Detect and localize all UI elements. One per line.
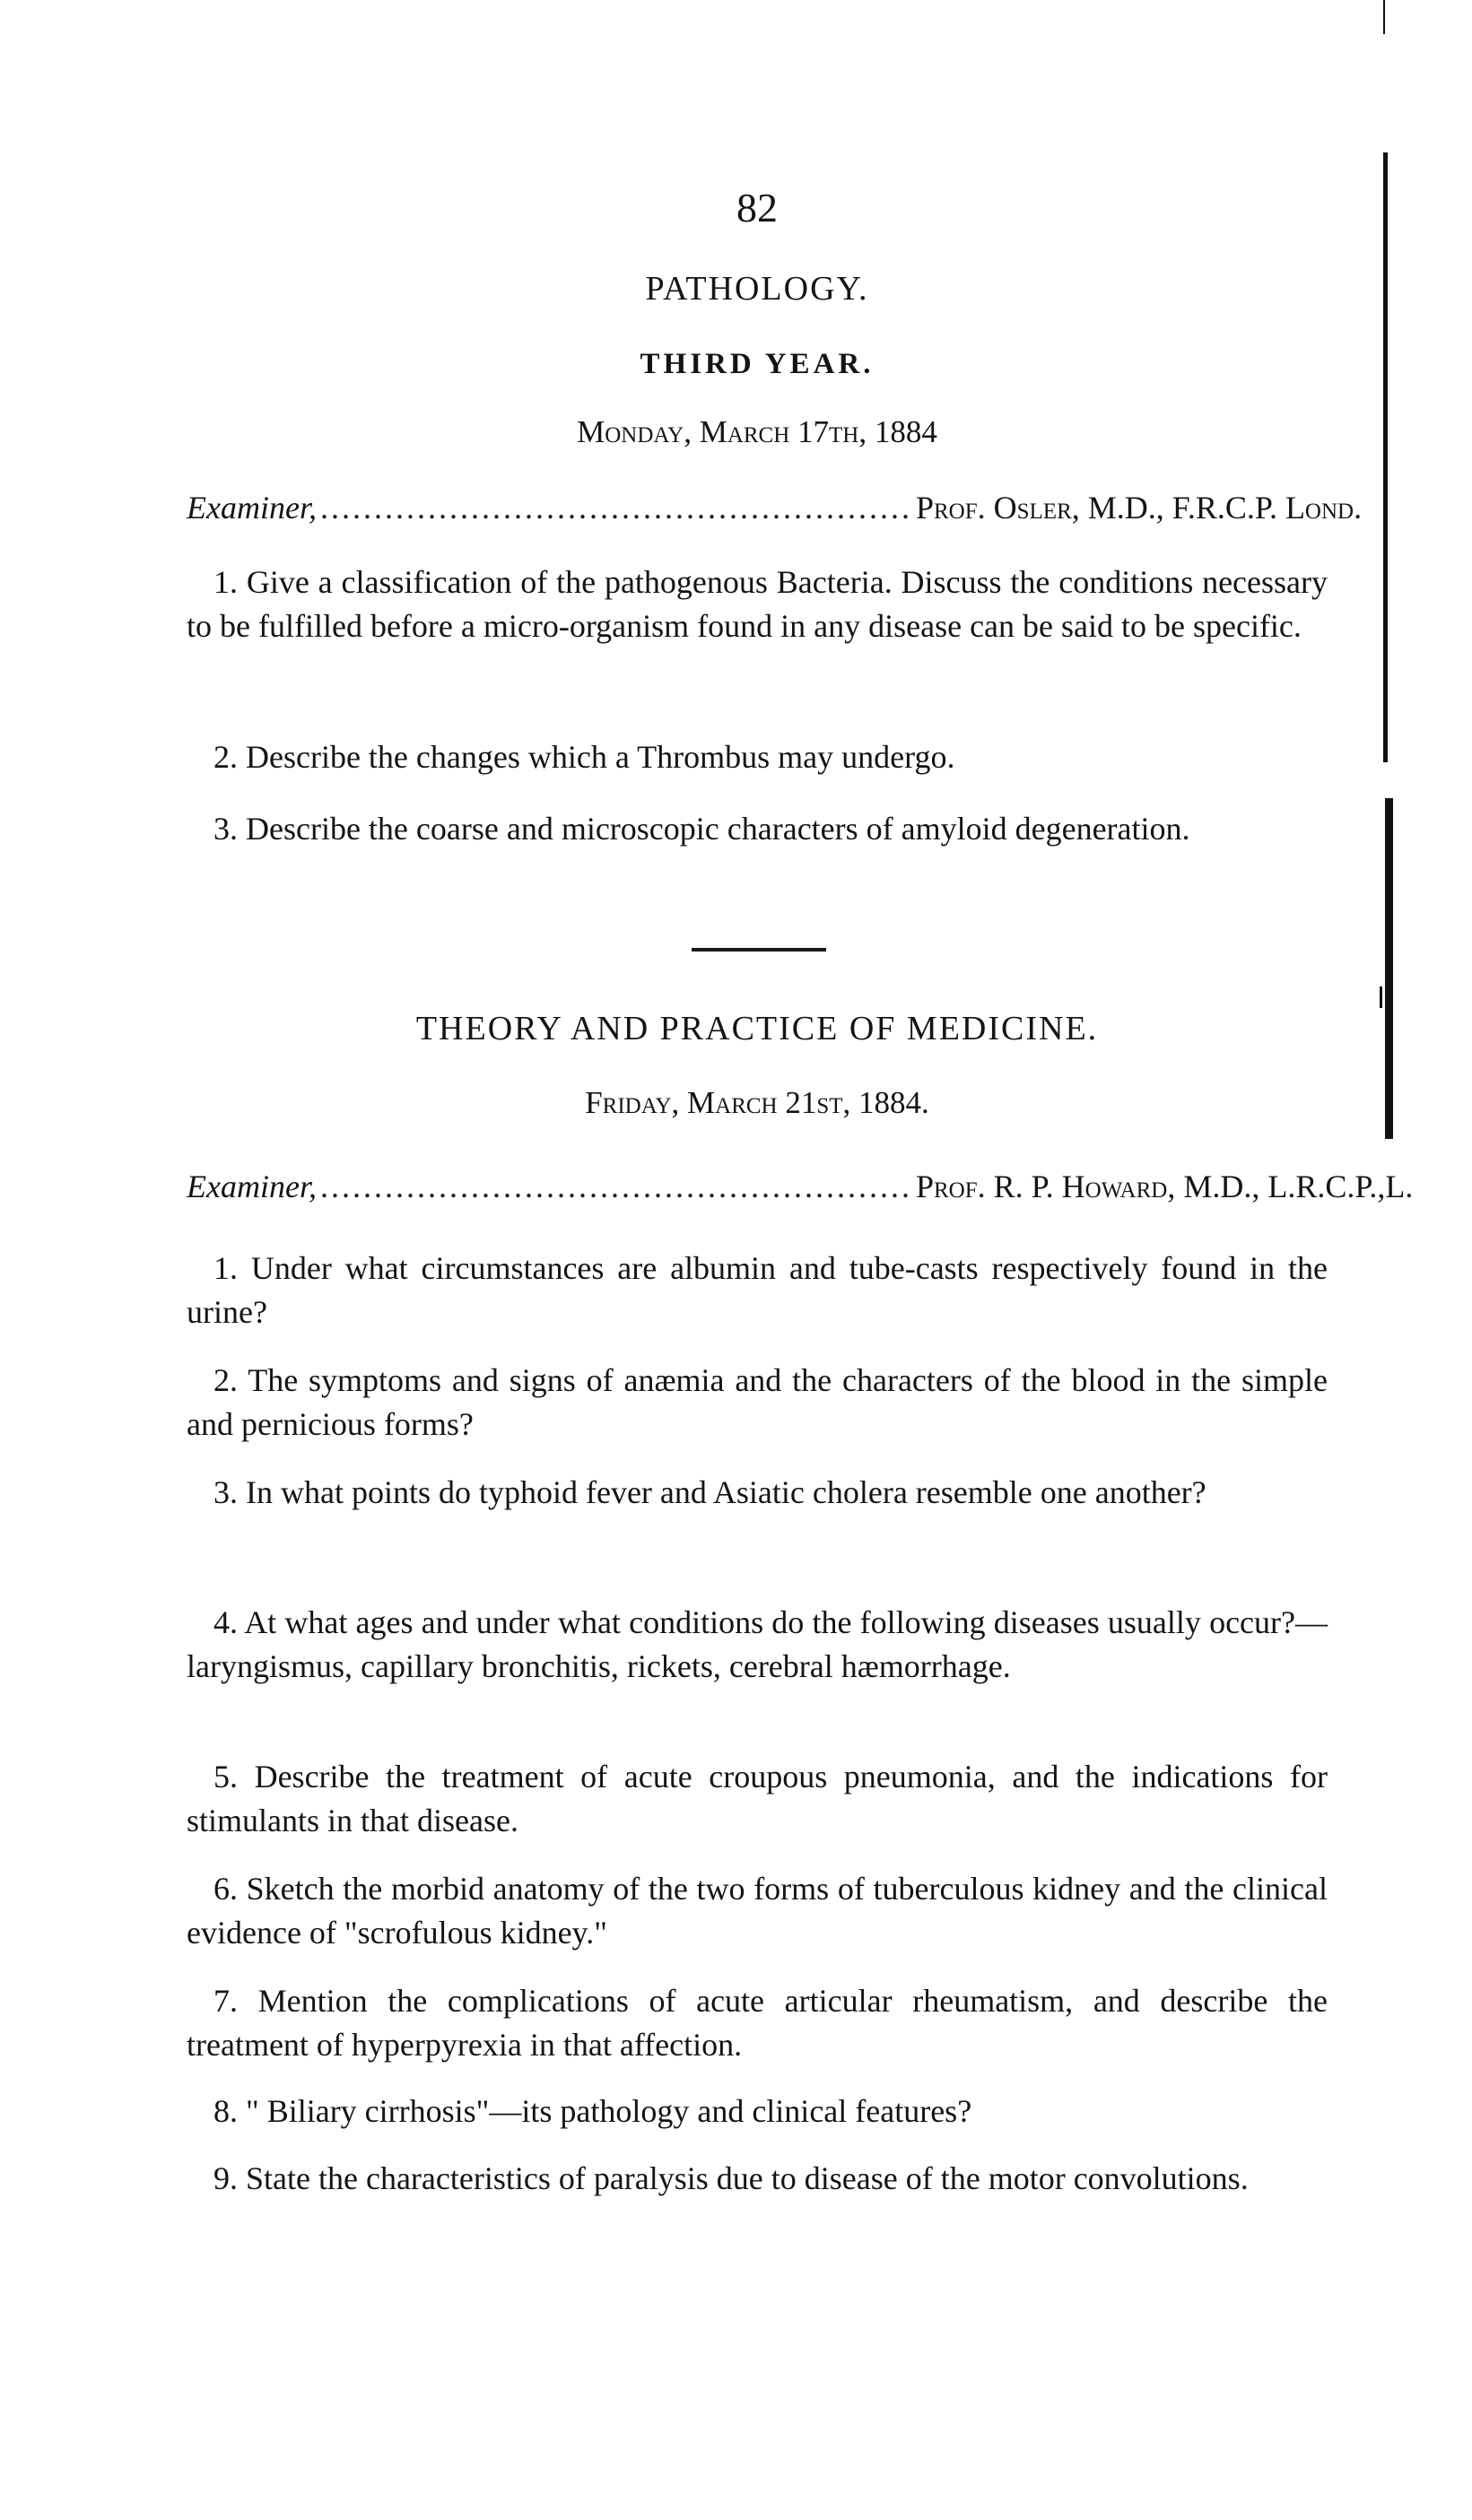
medicine-question-6: 6. Sketch the morbid anatomy of the two forms of tuberculous kidney and the clinical evidence of "scrofulous kidney." xyxy=(187,1871,1328,1951)
medicine-question-7: 7. Mention the complications of acute articular rheumatism, and describe the treatment of hyperpyrexia in that affection. xyxy=(187,1983,1328,2063)
examiner-dots: ....................................................... xyxy=(319,1169,912,1204)
pathology-examiner xyxy=(187,489,1363,526)
medicine-question-2: 2. The symptoms and signs of anæmia and the characters of the blood in the simple and pernicious forms? xyxy=(187,1362,1328,1442)
pathology-question-2: 2. Describe the changes which a Thrombus may undergo. xyxy=(213,739,955,775)
examiner-name: Prof. R. P. Howard, M.D., L.R.C.P.,L. xyxy=(915,1169,1414,1204)
scan-artifact xyxy=(1380,986,1382,1008)
examiner-label: Examiner, xyxy=(187,490,317,526)
examiner-dots: ....................................................... xyxy=(319,490,912,526)
medicine-question-9: 9. State the characteristics of paralysis due to disease of the motor convolutions. xyxy=(213,2160,1249,2196)
medicine-question-4: 4. At what ages and under what conditions do the following diseases usually occur?—laryngismus, capillary bronchitis, rickets, cerebral hæmorrhage. xyxy=(187,1604,1328,1684)
scan-artifact xyxy=(1383,152,1388,762)
scan-artifact xyxy=(1385,798,1393,1139)
examiner-label: Examiner, xyxy=(187,1169,317,1204)
section-divider xyxy=(692,948,826,952)
medicine-examiner xyxy=(187,1168,1414,1205)
pathology-title: PATHOLOGY. xyxy=(645,270,869,308)
page-number: 82 xyxy=(736,185,778,230)
scan-artifact xyxy=(1383,0,1385,34)
pathology-question-3: 3. Describe the coarse and microscopic characters of amyloid degeneration. xyxy=(213,811,1190,847)
pathology-year: THIRD YEAR. xyxy=(640,348,875,380)
medicine-title: THEORY AND PRACTICE OF MEDICINE. xyxy=(415,1010,1099,1047)
medicine-date: Friday, March 21st, 1884. xyxy=(585,1085,929,1120)
medicine-question-1: 1. Under what circumstances are albumin and tube-casts respectively found in the urine? xyxy=(187,1250,1328,1330)
examiner-name: Prof. Osler, M.D., F.R.C.P. Lond. xyxy=(915,490,1363,526)
medicine-question-8: 8. " Biliary cirrhosis"—its pathology and clinical features? xyxy=(213,2093,972,2129)
medicine-question-3: 3. In what points do typhoid fever and Asiatic cholera resemble one another? xyxy=(213,1474,1206,1510)
pathology-date: Monday, March 17th, 1884 xyxy=(577,414,937,449)
pathology-question-1: 1. Give a classification of the pathogenous Bacteria. Discuss the conditions necessary to be fulfilled before a micro-organism found in any disease can be said to be specific. xyxy=(187,564,1328,644)
medicine-question-5: 5. Describe the treatment of acute croupous pneumonia, and the indications for stimulants in that disease. xyxy=(187,1759,1328,1838)
